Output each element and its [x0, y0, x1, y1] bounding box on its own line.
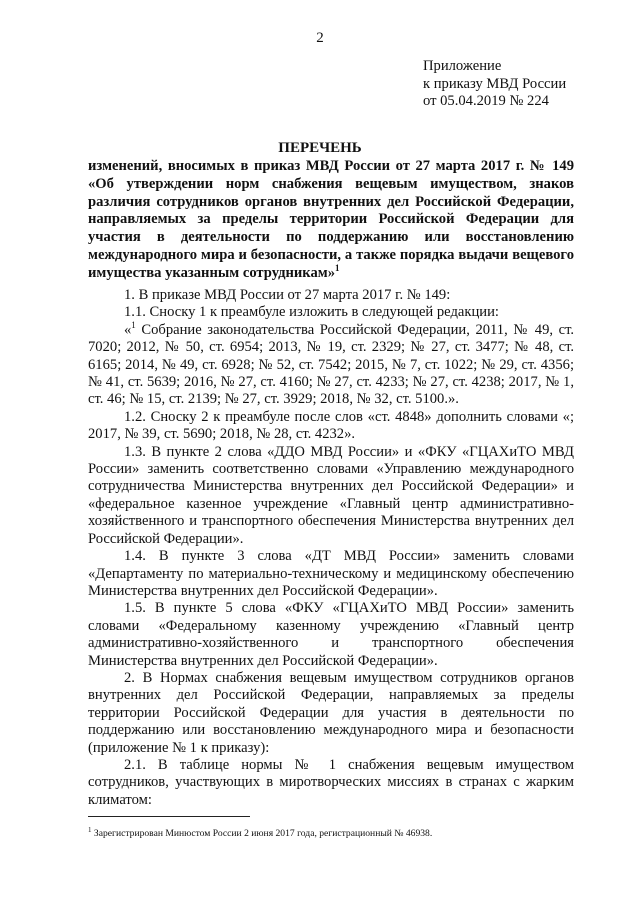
footnote — [88, 824, 588, 840]
paragraph-1-4: 1.4. В пункте 3 слова «ДТ МВД России» заменить словами «Департаменту по материально-техническому и медицинскому обеспечению Министерства внутренних дел Российской Федерации». — [88, 548, 574, 599]
appendix-line-2: к приказу МВД России — [423, 75, 567, 92]
appendix-header — [423, 58, 566, 111]
page-number: 2 — [316, 30, 324, 46]
quote-open: « — [124, 321, 132, 338]
paragraph-footnote-text — [88, 319, 574, 409]
paragraph-1-5: 1.5. В пункте 5 слова «ФКУ «ГЦАХиТО МВД России» заменить словами «Федеральному казенному учреждению «Главный центр административно-хозяйственного и транспортного обеспечения Министерства внутренних дел Российской Федерации». — [88, 600, 574, 669]
document-body — [88, 287, 574, 809]
paragraph-1-2: 1.2. Сноску 2 к преамбуле после слов «ст. 4848» дополнить словами «; 2017, № 39, ст. 5690; 2018, № 28, ст. 4232». — [88, 408, 574, 443]
appendix-line-3: от 05.04.2019 № 224 — [423, 93, 549, 109]
document-subtitle — [88, 158, 574, 283]
paragraph-1-1: 1.1. Сноску 1 к преамбуле изложить в следующей редакции: — [124, 304, 499, 321]
document-title: ПЕРЕЧЕНЬ — [278, 140, 362, 156]
appendix-line-1: Приложение — [423, 58, 502, 74]
paragraph-1: 1. В приказе МВД России от 27 марта 2017 г. № 149: — [124, 287, 451, 303]
footnote-mark: 1 — [88, 826, 92, 834]
paragraph-2-1: 2.1. В таблице нормы № 1 снабжения вещевым имуществом сотрудников, участвующих в миротворческих миссиях в странах с жарким климатом: — [88, 756, 574, 808]
footnote-text: Зарегистрирован Минюстом России 2 июня 2017 года, регистрационный № 46938. — [91, 828, 433, 840]
subtitle-text: изменений, вносимых в приказ МВД России от 27 марта 2017 г. № 149 «Об утверждении норм снабжения вещевым имуществом, знаков различия сотрудников органов внутренних дел Российской Федерации, направляемых за пределы территории Российской Федерации для участия в деятельности по поддержанию или восстановлению международного мира и безопасности, а также порядка выдачи вещевого имущества указанным сотрудникам» — [88, 158, 574, 281]
paragraph-1-3: 1.3. В пункте 2 слова «ДДО МВД России» и «ФКУ «ГЦАХиТО МВД России» заменить соответственно словами «Управлению международного сотрудничества Министерства внутренних дел Российской Федерации» и «федеральное казенное учреждение «Главный центр административно-хозяйственного и транспортного обеспечения Министерства внутренних дел Российской Федерации». — [88, 443, 574, 547]
quote-footnote-mark: 1 — [131, 319, 136, 330]
subtitle-footnote-mark: 1 — [335, 262, 340, 273]
legislation-citations: Собрание законодательства Российской Федерации, 2011, № 49, ст. 7020; 2012, № 50, ст. 6954; 2013, № 19, ст. 2329; № 27, ст. 3477; № 48, ст. 6165; 2014, № 49, ст. 6928; № 52, ст. 7542; 2015, № 7, ст. 1022; № 29, ст. 4356; № 41, ст. 5639; 2016, № 27, ст. 4160; № 27, ст. 4233; № 27, ст. 4238; 2017, № 1, ст. 46; № 15, ст. 2139; № 27, ст. 3929; 2018, № 32, ст. 5100.». — [88, 321, 574, 408]
paragraph-2: 2. В Нормах снабжения вещевым имуществом сотрудников органов внутренних дел Российской Федерации, направляемых за пределы территории Российской Федерации для участия в деятельности по поддержанию или восстановлению международного мира и безопасности (приложение № 1 к приказу): — [88, 669, 574, 756]
footnote-divider — [88, 816, 250, 817]
